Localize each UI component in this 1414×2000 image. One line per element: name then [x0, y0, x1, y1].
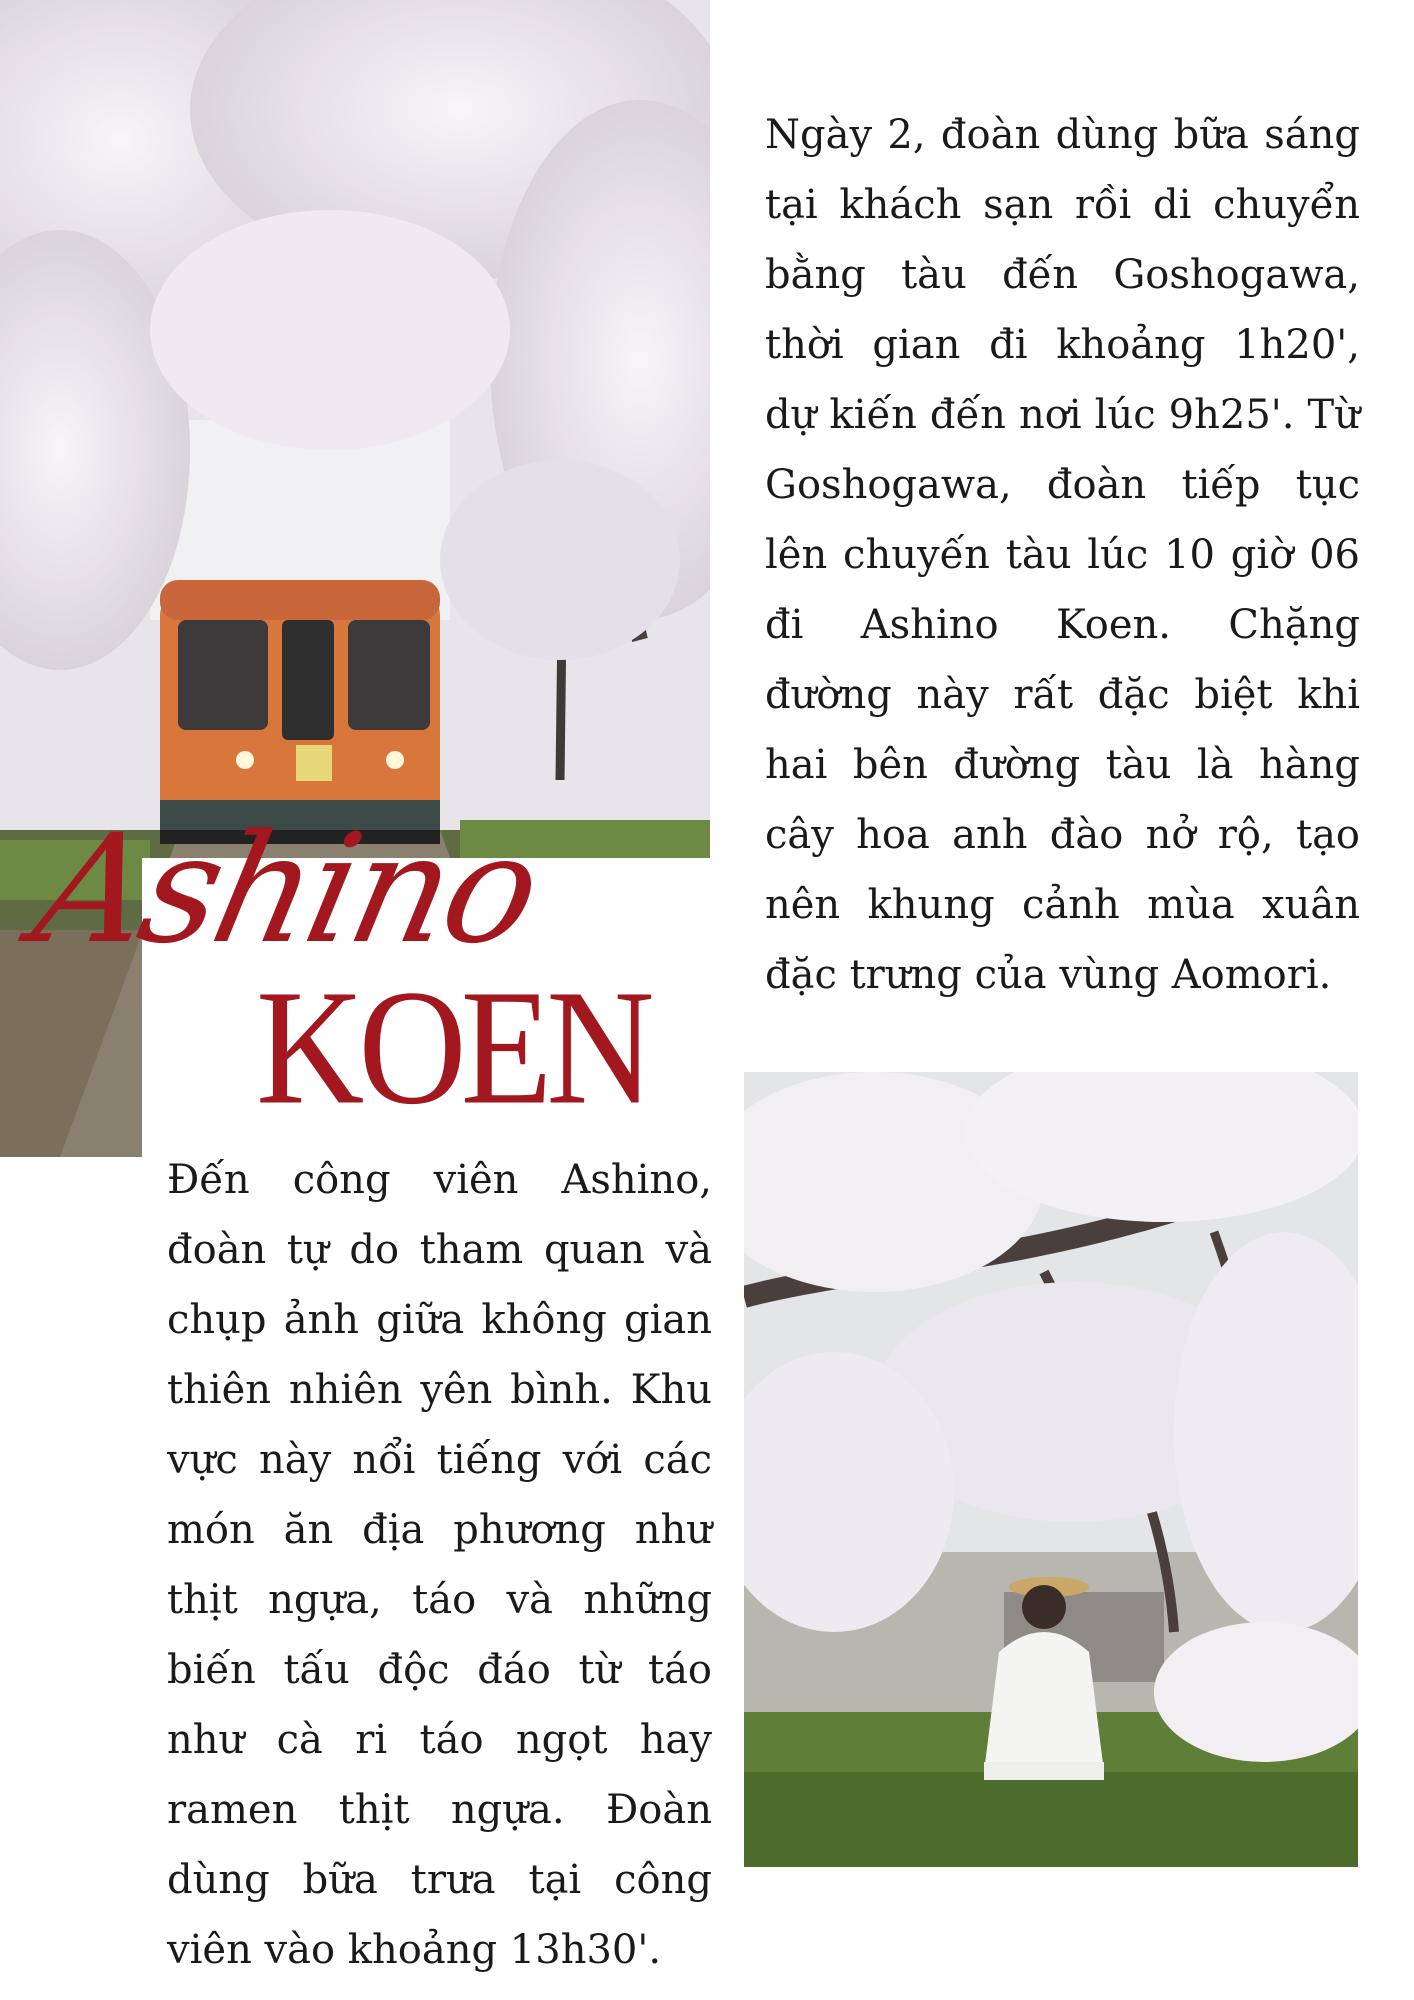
title-caps: KOEN [256, 956, 649, 1139]
woman-under-blossom-photo [744, 1072, 1358, 1867]
park-paragraph: Đến công viên Ashino, đoàn tự do tham quan và chụp ảnh giữa không gian thiên nhiên yên bình. Khu vực này nổi tiếng với các món ăn địa phương như thịt ngựa, táo và những biến tấu độc đáo từ táo như cà ri táo ngọt hay ramen thịt ngựa. Đoàn dùng bữa trưa tại công viên vào khoảng 13h30'. [167, 1157, 712, 1973]
day2-paragraph: Ngày 2, đoàn dùng bữa sáng tại khách sạn rồi di chuyển bằng tàu đến Goshogawa, thời gian đi khoảng 1h20', dự kiến đến nơi lúc 9h25'. Từ Goshogawa, đoàn tiếp tục lên chuyến tàu lúc 10 giờ 06 đi Ashino Koen. Chặng đường này rất đặc biệt khi hai bên đường tàu là hàng cây hoa anh đào nở rộ, tạo nên khung cảnh mùa xuân đặc trưng của vùng Aomori. [765, 112, 1360, 998]
title-script: Ashino [21, 803, 552, 977]
